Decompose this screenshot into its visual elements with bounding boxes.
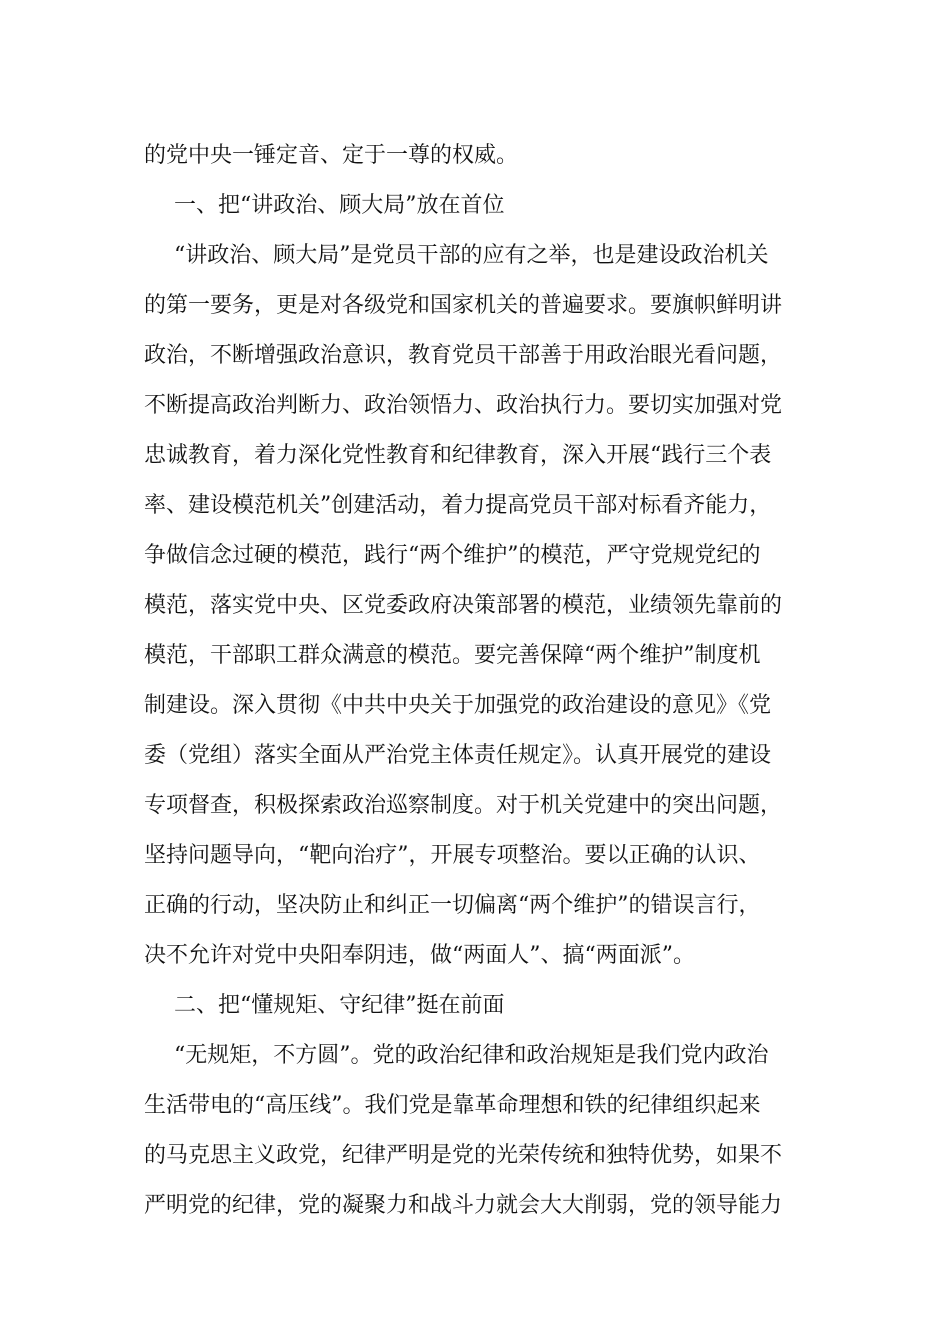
document-body (144, 131, 812, 1231)
text-line: 正确的行动，坚决防止和纠正一切偏离“两个维护”的错误言行， (144, 893, 761, 918)
text-line: 模范，落实党中央、区党委政府决策部署的模范，业绩领先靠前的 (144, 593, 783, 618)
text-line: 争做信念过硬的模范，践行“两个维护”的模范，严守党规党纪的 (144, 543, 761, 568)
text-line: 的第一要务，更是对各级党和国家机关的普遍要求。要旗帜鲜明讲 (144, 293, 783, 318)
text-line: 制建设。深入贯彻《中共中央关于加强党的政治建设的意见》《党 (144, 693, 772, 718)
text-line: 率、建设模范机关”创建活动，着力提高党员干部对标看齐能力， (144, 493, 772, 518)
text-line: 严明党的纪律，党的凝聚力和战斗力就会大大削弱，党的领导能力 (144, 1193, 783, 1218)
text-line: 生活带电的“高压线”。我们党是靠革命理想和铁的纪律组织起来 (144, 1093, 761, 1118)
text-line: 坚持问题导向，“靶向治疗”，开展专项整治。要以正确的认识、 (144, 843, 761, 868)
text-line: 政治，不断增强政治意识，教育党员干部善于用政治眼光看问题， (144, 343, 783, 368)
text-line: 决不允许对党中央阳奉阴违，做“两面人”、搞“两面派”。 (144, 943, 695, 968)
text-line: 的马克思主义政党，纪律严明是党的光荣传统和独特优势，如果不 (144, 1143, 783, 1168)
text-line: 专项督查，积极探索政治巡察制度。对于机关党建中的突出问题， (144, 793, 783, 818)
text-line: “讲政治、顾大局”是党员干部的应有之举，也是建设政治机关 (174, 243, 769, 268)
section-heading: 二、把“懂规矩、守纪律”挺在前面 (174, 993, 505, 1018)
text-line: 委（党组）落实全面从严治党主体责任规定》。认真开展党的建设 (144, 743, 772, 768)
text-line: 忠诚教育，着力深化党性教育和纪律教育，深入开展“践行三个表 (144, 443, 772, 468)
text-line: 的党中央一锤定音、定于一尊的权威。 (144, 143, 519, 168)
text-line: 模范，干部职工群众满意的模范。要完善保障“两个维护”制度机 (144, 643, 761, 668)
text-line: “无规矩，不方圆”。党的政治纪律和政治规矩是我们党内政治 (174, 1043, 769, 1068)
section-heading: 一、把“讲政治、顾大局”放在首位 (174, 193, 505, 218)
text-line: 不断提高政治判断力、政治领悟力、政治执行力。要切实加强对党 (144, 393, 783, 418)
